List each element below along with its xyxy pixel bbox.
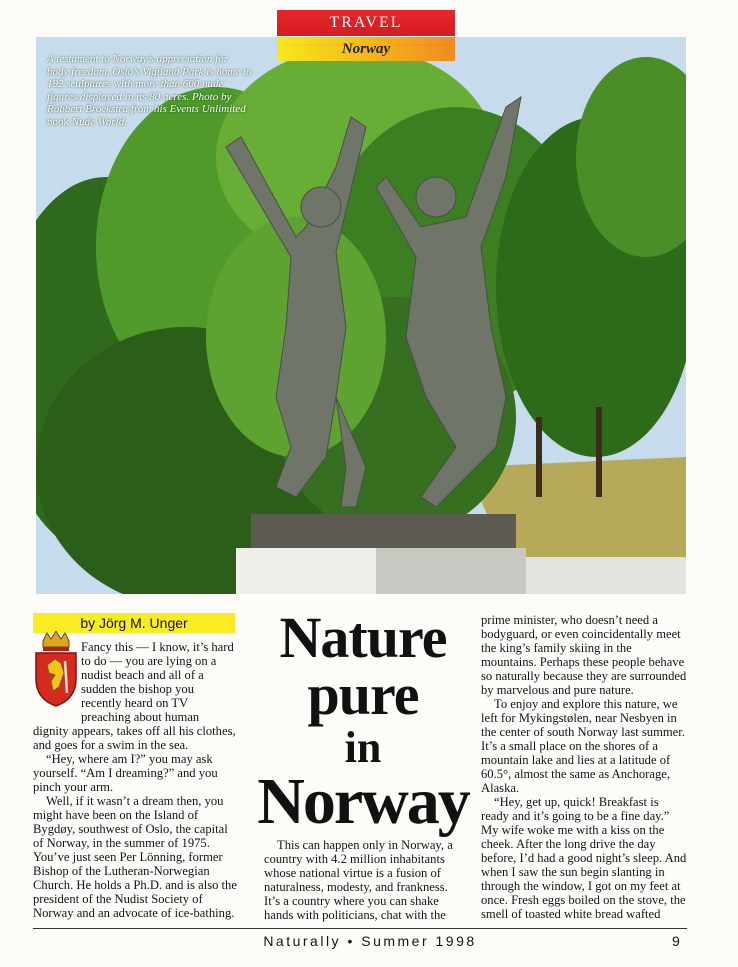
- photo-caption-text: A testament to Norway’s appreciation for body freedom, Oslo’s Vigiland Park is home to 192 sculptures with more than 600 nude figures displayed in its 80 acres. Photo by Robbert Broekstra from his Events Unlimited: [47, 53, 252, 115]
- headline-line-3: in: [344, 723, 382, 772]
- headline-line-4: Norway: [257, 765, 469, 838]
- article-column-1: [33, 640, 237, 920]
- paragraph: “Hey, get up, quick! Breakfast is ready and it’s going to be a fine day.” My wife woke me with a kiss on the cheek. After the long drive the day before, I’d had a good night’s sleep. And when I saw the sun begin slanting in through the window, I got on my feet at once. Fresh eggs boiled on the stove, the smell of toasted white bread wafted: [481, 795, 687, 921]
- section-label: TRAVEL: [277, 10, 455, 36]
- photo-caption-book-title: Nude World.: [71, 115, 127, 128]
- photo-caption: [47, 53, 252, 128]
- paragraph: Fancy this — I know, it’s hard to do — you are lying on a nudist beach and all of a sudden the bishop you recently heard on TV preaching about human dignity appears, takes off all his clothes, and goes for a swim in the sea.: [33, 640, 236, 752]
- paragraph: Well, if it wasn’t a dream then, you might have been on the Island of Bygdøy, southwest of Oslo, the capital of Norway, in the summer of 1975. You’ve just seen Per Lönning, former Bishop of the Lutheran-Norwegian Church. He holds a Ph.D. and is also the president of the Nudist Society of Norway and an advocate of ice-bathing.: [33, 794, 237, 920]
- paragraph: This can happen only in Norway, a country with 4.2 million inhabitants whose national virtue is a fusion of naturalness, modesty, and frankness. It’s a country where you can shake hands with politicians, chat with the: [264, 838, 453, 922]
- photo-caption-book-word: book: [47, 115, 69, 128]
- paragraph: prime minister, who doesn’t need a bodyguard, or even coincidentally meet the king’s family skiing in the mountains. Perhaps these people behave so naturally because they are surrounded by marvelous and pure nature.: [481, 613, 687, 697]
- paragraph: “Hey, where am I?” you may ask yourself. “Am I dreaming?” and you pinch your arm.: [33, 752, 218, 794]
- byline: by Jörg M. Unger: [33, 613, 235, 633]
- page-number: 9: [672, 933, 680, 949]
- headline: [243, 605, 483, 838]
- magazine-footer: Naturally • Summer 1998: [263, 933, 477, 949]
- headline-line-2: pure: [307, 662, 419, 727]
- article-column-2: [264, 838, 464, 922]
- footer-rule: [33, 928, 687, 929]
- article-column-3: [481, 613, 687, 921]
- headline-line-1: Nature: [279, 605, 447, 670]
- paragraph: To enjoy and explore this nature, we left for Mykingstølen, near Nesbyen in the center of south Norway last summer. It’s a small place on the shores of a mountain lake and lies at a latitude of 60.5°, almost the same as Anchorage, Alaska.: [481, 697, 685, 795]
- section-sublabel: Norway: [277, 37, 455, 61]
